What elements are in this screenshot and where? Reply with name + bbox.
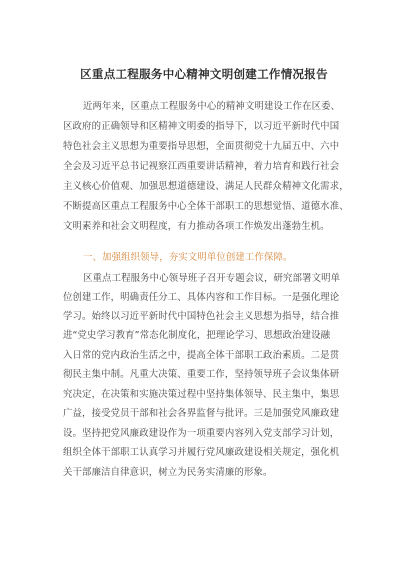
intro-line: 区政府的正确领导和区精神文明委的指导下，以习近平新时代中国 [63,121,340,132]
document-title: 区重点工程服务中心精神文明创建工作情况报告 [80,67,328,81]
intro-line: 文明素养和社会文明程度，有力推动各项工作焕发出蓬勃生机。 [63,221,330,232]
section-line: 入日常的党内政治生活之中，提高全体干部职工政治素质。二是贯 [63,350,340,361]
section-line: 学习。始终以习近平新时代中国特色社会主义思想为指导，结合推 [63,311,340,322]
intro-line: 主义核心价值观、加强思想道德建设、满足人民群众精神文化需求， [63,181,349,192]
section-line: 组织全体干部职工认真学习并履行党风廉政建设相关规定，强化机 [63,447,340,458]
section-line: 区重点工程服务中心领导班子召开专题会议，研究部署文明单 [83,273,341,284]
section-line: 广益，接受党员干部和社会各界监督与批评。三是加强党风廉政建 [63,408,340,419]
intro-line: 近两年来，区重点工程服务中心的精神文明建设工作在区委、 [83,101,341,112]
intro-line: 特色社会主义思想为重要指导思想，全面贯彻党十九届五中、六中 [63,141,340,152]
section-line: 进“党史学习教育”常态化制度化，把理论学习、思想政治建设融 [63,330,331,341]
intro-line: 不断提高区重点工程服务中心全体干部职工的思想觉悟、道德水准、 [63,201,349,212]
section-line: 位创建工作，明确责任分工、具体内容和工作目标。一是强化理论 [63,292,340,303]
section-line: 彻民主集中制。凡重大决策、重要工作，坚持领导班子会议集体研 [63,369,340,380]
section-line: 设。坚持把党风廉政建设作为一项重要内容列入党支部学习计划， [63,428,340,439]
section-line: 关干部廉洁自律意识，树立为民务实清廉的形象。 [63,467,273,478]
intro-line: 全会及习近平总书记视察江西重要讲话精神，着力培育和践行社会 [63,161,340,172]
section-heading: 一、加强组织领导，夯实文明单位创建工作保障。 [83,252,293,263]
section-line: 究决定，在决策和实施决策过程中坚持集体领导、民主集中，集思 [63,389,340,400]
